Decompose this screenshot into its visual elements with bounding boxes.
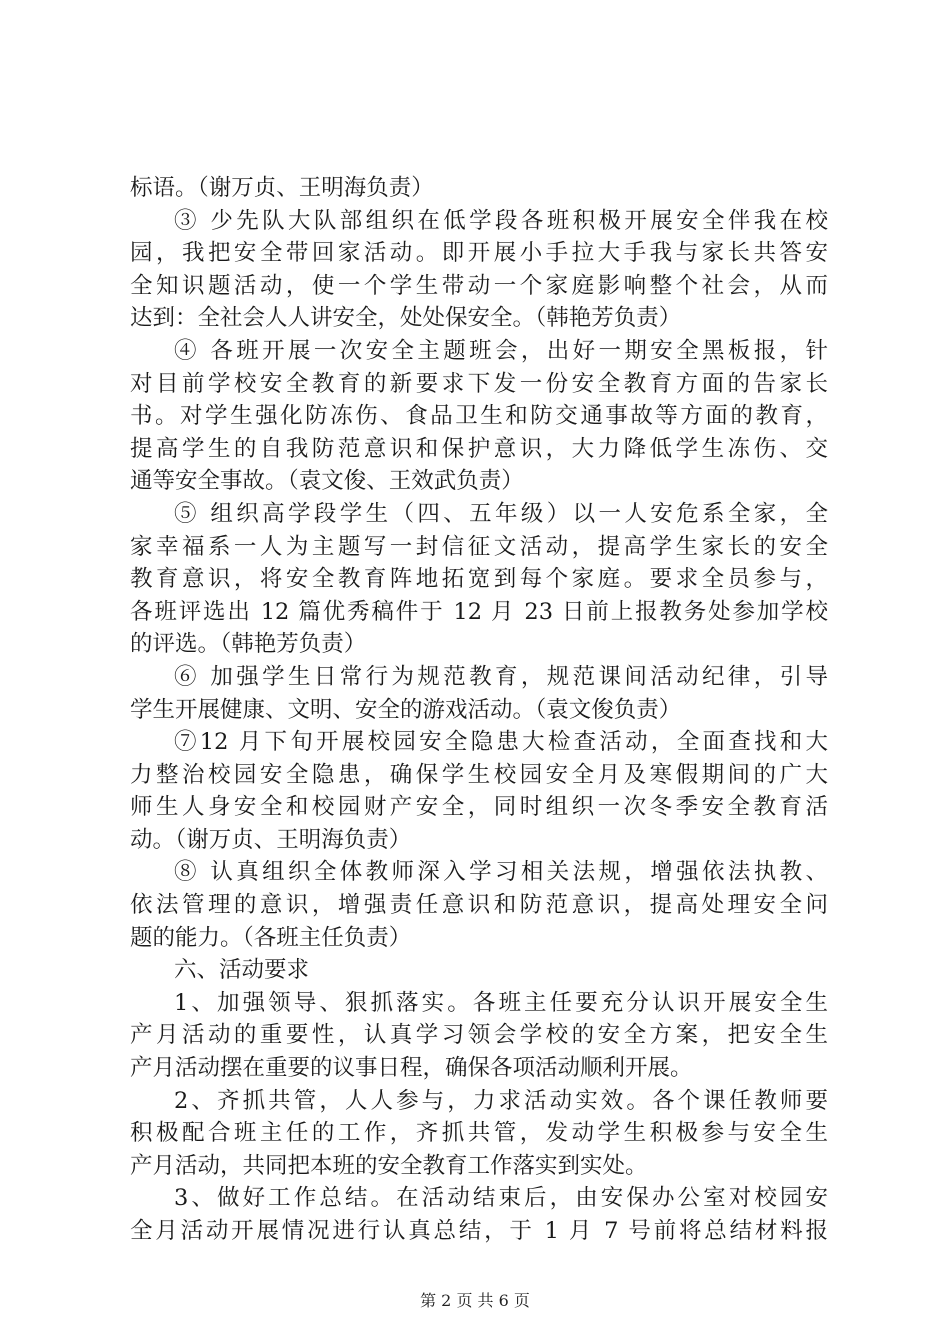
text-line: 的评选。（韩艳芳负责）	[130, 631, 367, 658]
text-line: ③ 少先队大队部组织在低学段各班积极开展安全伴我在校	[174, 207, 828, 234]
text-line: 1、加强领导、狠抓落实。各班主任要充分认识开展安全生	[174, 989, 828, 1016]
text-line: 各班评选出 12 篇优秀稿件于 12 月 23 日前上报教务处参加学校	[130, 598, 828, 625]
text-line: 通等安全事故。（袁文俊、王效武负责）	[130, 468, 524, 495]
text-line: 产月活动摆在重要的议事日程，确保各项活动顺利开展。	[130, 1055, 693, 1082]
text-line: 产月活动的重要性，认真学习领会学校的安全方案，把安全生	[130, 1022, 828, 1049]
text-line: 六、活动要求	[174, 957, 310, 984]
page-footer	[0, 1288, 950, 1311]
text-line: 积极配合班主任的工作，齐抓共管，发动学生积极参与安全生	[130, 1120, 828, 1147]
text-line: 达到：全社会人人讲安全，处处保安全。（韩艳芳负责）	[130, 305, 682, 332]
text-line: 依法管理的意识，增强责任意识和防范意识，提高处理安全问	[130, 892, 828, 919]
text-line: 书。对学生强化防冻伤、食品卫生和防交通事故等方面的教育，	[130, 403, 828, 430]
text-line: 产月活动，共同把本班的安全教育工作落实到实处。	[130, 1152, 648, 1179]
text-line: 动。（谢万贞、王明海负责）	[130, 826, 412, 853]
text-line: 师生人身安全和校园财产安全，同时组织一次冬季安全教育活	[130, 794, 828, 821]
text-line: 3、做好工作总结。在活动结束后，由安保办公室对校园安	[174, 1185, 828, 1212]
text-line: ⑤ 组织高学段学生（四、五年级）以一人安危系全家，全	[174, 500, 828, 527]
text-line: 家幸福系一人为主题写一封信征文活动，提高学生家长的安全	[130, 533, 828, 560]
text-line: 园，我把安全带回家活动。即开展小手拉大手我与家长共答安	[130, 240, 828, 267]
text-line: 全知识题活动，使一个学生带动一个家庭影响整个社会，从而	[130, 272, 828, 299]
document-body	[130, 172, 828, 1248]
text-line: 教育意识，将安全教育阵地拓宽到每个家庭。要求全员参与，	[130, 566, 828, 593]
text-line: ④ 各班开展一次安全主题班会，出好一期安全黑板报，针	[174, 337, 828, 364]
text-line: 力整治校园安全隐患，确保学生校园安全月及寒假期间的广大	[130, 761, 828, 788]
text-line: 学生开展健康、文明、安全的游戏活动。（袁文俊负责）	[130, 696, 682, 723]
text-line: 全月活动开展情况进行认真总结，于 1 月 7 号前将总结材料报	[130, 1218, 828, 1244]
text-line: 对目前学校安全教育的新要求下发一份安全教育方面的告家长	[130, 370, 828, 397]
page-number-label: 第 2 页 共 6 页	[420, 1291, 530, 1310]
text-line: 题的能力。（各班主任负责）	[130, 924, 412, 951]
text-line: ⑦12 月下旬开展校园安全隐患大检查活动，全面查找和大	[174, 729, 828, 756]
text-line: 提高学生的自我防范意识和保护意识，大力降低学生冻伤、交	[130, 435, 828, 462]
text-line: ⑥ 加强学生日常行为规范教育，规范课间活动纪律，引导	[174, 663, 828, 690]
text-line: 2、齐抓共管，人人参与，力求活动实效。各个课任教师要	[174, 1087, 828, 1114]
text-line: ⑧ 认真组织全体教师深入学习相关法规，增强依法执教、	[174, 859, 828, 886]
text-line: 标语。（谢万贞、王明海负责）	[130, 175, 434, 201]
